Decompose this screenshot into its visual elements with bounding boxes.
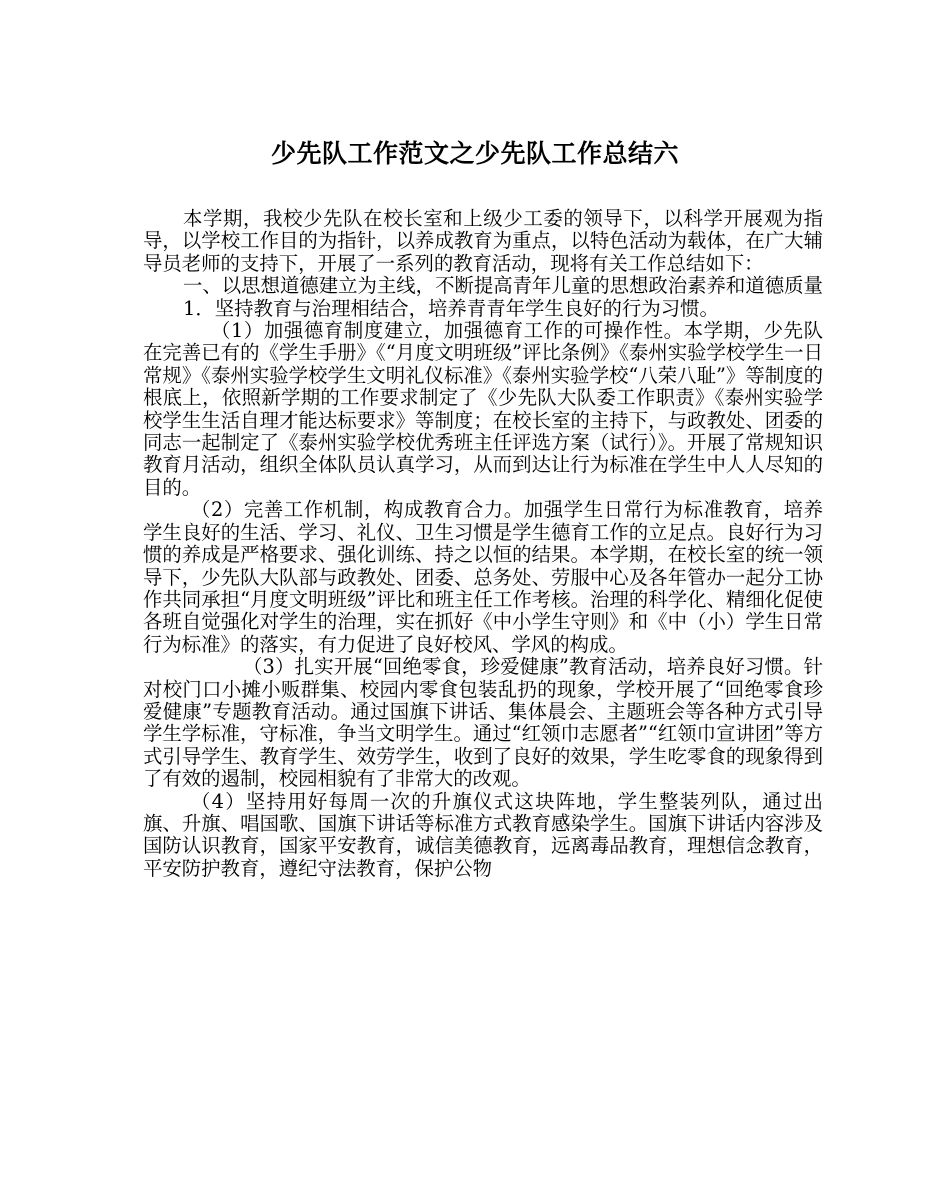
paragraph-intro: 本学期，我校少先队在校长室和上级少工委的领导下，以科学开展观为指导，以学校工作目的为指针，以养成教育为重点，以特色活动为载体，在广大辅导员老师的支持下，开展了一系列的教育活动，现将有关工作总结如下： — [143, 207, 823, 275]
paragraph-item-2: （2）完善工作机制，构成教育合力。加强学生日常行为标准教育，培养学生良好的生活、学习、礼仪、卫生习惯是学生德育工作的立足点。良好行为习惯的养成是严格要求、强化训练、持之以恒的结果。本学期，在校长室的统一领导下，少先队大队部与政教处、团委、总务处、劳服中心及各年管办一起分工协作共同承担“月度文明班级”评比和班主任工作考核。治理的科学化、精细化促使各班自觉强化对学生的治理，实在抓好《中小学生守则》和《中（小）学生日常行为标准》的落实，有力促进了良好校风、学风的构成。 — [143, 498, 823, 656]
document-title: 少先队工作范文之少先队工作总结六 — [270, 139, 679, 168]
subsection-heading-one: 1．坚持教育与治理相结合，培养青青年学生良好的行为习惯。 — [183, 296, 719, 320]
paragraph-item-3: （3）扎实开展“回绝零食，珍爱健康”教育活动，培养良好习惯。针对校门口小摊小贩群集、校园内零食包装乱扔的现象，学校开展了“回绝零食珍爱健康”专题教育活动。通过国旗下讲话、集体晨会、主题班会等各种方式引导学生学标准，守标准，争当文明学生。通过“红领巾志愿者”“红领巾宣讲团”等方式引导学生、教育学生、效劳学生，收到了良好的效果，学生吃零食的现象得到了有效的遏制，校园相貌有了非常大的改观。 — [143, 655, 823, 791]
section-heading-one: 一、以思想道德建立为主线，不断提高青年儿童的思想政治素养和道德质量 — [183, 274, 823, 298]
document-body — [143, 208, 823, 880]
paragraph-item-4: （4）坚持用好每周一次的升旗仪式这块阵地，学生整装列队，通过出旗、升旗、唱国歌、国旗下讲话等标准方式教育感染学生。国旗下讲话内容涉及国防认识教育，国家平安教育，诚信美德教育，远离毒品教育，理想信念教育，平安防护教育，遵纪守法教育，保护公物 — [143, 789, 823, 880]
paragraph-item-1: （1）加强德育制度建立，加强德育工作的可操作性。本学期，少先队在完善已有的《学生手册》《“月度文明班级”评比条例》《泰州实验学校学生一日常规》《泰州实验学校学生文明礼仪标准》《泰州实验学校“八荣八耻”》等制度的根底上，依照新学期的工作要求制定了《少先队大队委工作职责》《泰州实验学校学生生活自理才能达标要求》等制度；在校长室的主持下，与政教处、团委的同志一起制定了《泰州实验学校优秀班主任评选方案（试行）》。开展了常规知识教育月活动，组织全体队员认真学习，从而到达让行为标准在学生中人人尽知的目的。 — [143, 319, 823, 499]
